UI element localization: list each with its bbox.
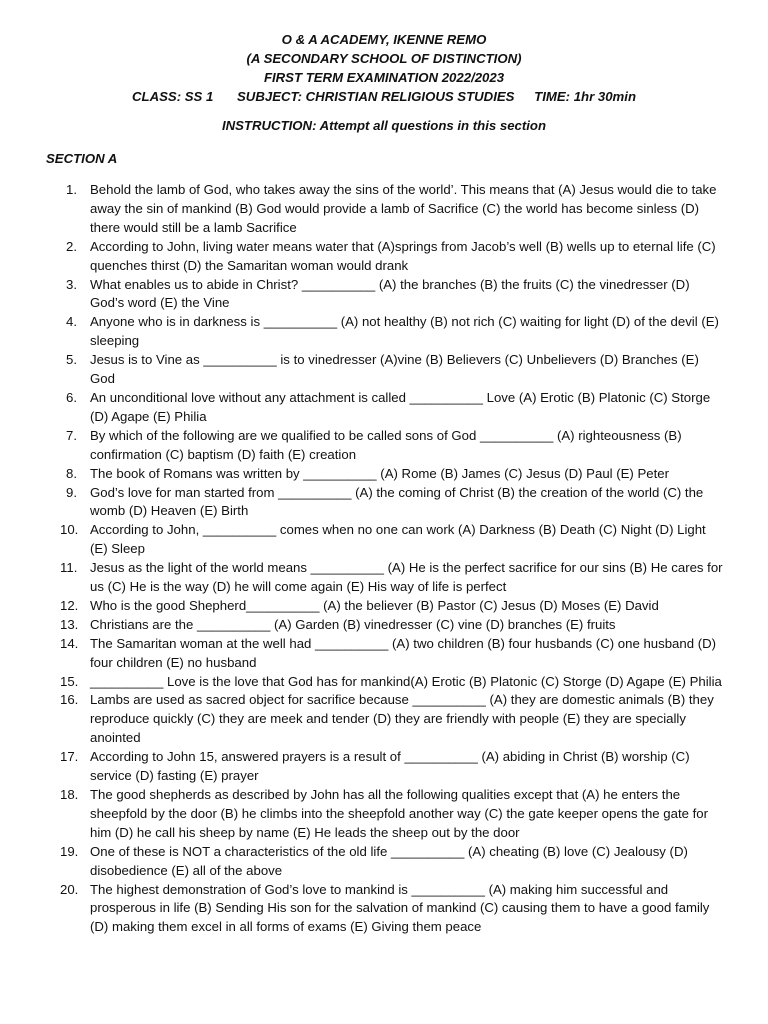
school-motto: (A SECONDARY SCHOOL OF DISTINCTION) — [246, 51, 522, 66]
question-text: God’s love for man started from __________ (A) the coming of Christ (B) the creation of the world (C) the womb (D) Heaven (E) Birth — [90, 484, 704, 519]
question-item — [0, 673, 768, 692]
question-text: Jesus as the light of the world means __________ (A) He is the perfect sacrifice for our sins (B) He cares for us (C) He is the way (D) he will come again (E) His way of life is perfect — [90, 560, 723, 595]
question-text: One of these is NOT a characteristics of the old life __________ (A) cheating (B) love (C) Jealousy (D) disobedience (E) all of the above — [90, 843, 688, 878]
question-item — [0, 843, 768, 881]
question-item — [0, 616, 768, 635]
question-list — [0, 181, 768, 937]
question-number: 7. — [66, 427, 77, 443]
question-text: According to John 15, answered prayers is a result of __________ (A) abiding in Christ (B) worship (C) service (D) fasting (E) prayer — [90, 749, 690, 784]
question-item — [0, 427, 768, 465]
question-item — [0, 181, 768, 238]
section-title: SECTION A — [46, 151, 118, 166]
exam-title: FIRST TERM EXAMINATION 2022/2023 — [263, 70, 505, 85]
question-number: 12. — [60, 597, 79, 613]
question-item — [0, 351, 768, 389]
question-item — [0, 276, 768, 314]
instruction: INSTRUCTION: Attempt all questions in this section — [221, 118, 547, 133]
exam-header — [0, 30, 768, 106]
question-text: Jesus is to Vine as __________ is to vinedresser (A)vine (B) Believers (C) Unbelievers (D) Branches (E) God — [90, 352, 699, 387]
question-number: 11. — [60, 560, 78, 576]
question-number: 13. — [60, 616, 79, 632]
question-number: 3. — [66, 276, 77, 292]
question-number: 2. — [66, 238, 77, 254]
question-number: 9. — [66, 484, 77, 500]
question-text: Who is the good Shepherd__________ (A) the believer (B) Pastor (C) Jesus (D) Moses (E) David — [90, 597, 659, 613]
question-text: Lambs are used as sacred object for sacrifice because __________ (A) they are domestic animals (B) they reproduce quickly (C) they are meek and tender (D) they are friendly with people (E) they are specially anointed — [90, 692, 714, 746]
question-number: 10. — [60, 522, 79, 538]
question-item — [0, 748, 768, 786]
question-number: 20. — [60, 881, 79, 897]
question-item — [0, 484, 768, 522]
question-number: 6. — [66, 389, 77, 405]
class-label: CLASS: SS 1 — [132, 89, 214, 104]
question-number: 17. — [60, 749, 79, 765]
question-number: 18. — [60, 787, 79, 802]
question-text: The highest demonstration of God’s love to mankind is __________ (A) making him successful and prosperous in life (B) Sending His son for the salvation of mankind (C) causing them to have a good family (D) making them excel in all forms of exams (E) Giving them peace — [90, 881, 710, 935]
question-item — [0, 635, 768, 673]
question-item — [0, 559, 768, 597]
question-number: 15. — [60, 673, 79, 689]
question-text: The good shepherds as described by John has all the following qualities except that (A) he enters the sheepfold by the door (B) he climbs into the sheepfold another way (C) the gate keeper opens the gate for him (D) he call his sheep by name (E) He leads the sheep out by the door — [90, 787, 708, 840]
question-item — [0, 465, 768, 484]
question-number: 8. — [66, 465, 77, 481]
question-text: The book of Romans was written by __________ (A) Rome (B) James (C) Jesus (D) Paul (E) Peter — [90, 465, 670, 481]
question-item — [0, 313, 768, 351]
question-number: 5. — [66, 352, 77, 368]
time-label: TIME: 1hr 30min — [534, 89, 636, 104]
question-text: What enables us to abide in Christ? __________ (A) the branches (B) the fruits (C) the vinedresser (D) God’s word (E) the Vine — [90, 276, 690, 311]
question-text: By which of the following are we qualified to be called sons of God __________ (A) righteousness (B) confirmation (C) baptism (D) faith (E) creation — [90, 427, 682, 462]
question-item — [0, 786, 768, 843]
school-name: O & A ACADEMY, IKENNE REMO — [281, 32, 487, 47]
question-item — [0, 238, 768, 276]
class-subject-line — [0, 87, 768, 106]
question-text: According to John, living water means water that (A)springs from Jacob’s well (B) wells up to eternal life (C) quenches thirst (D) the Samaritan woman would drank — [90, 238, 716, 273]
question-text: Anyone who is in darkness is __________ (A) not healthy (B) not rich (C) waiting for light (D) of the devil (E) sleeping — [90, 314, 719, 349]
question-item — [0, 521, 768, 559]
question-text: Behold the lamb of God, who takes away the sins of the world’. This means that (A) Jesus would die to take away the sin of mankind (B) God would provide a lamb of Sacrifice (C) the world has become sinless (D) there would still be a lamb Sacrifice — [90, 182, 717, 235]
question-item — [0, 691, 768, 748]
question-item — [0, 597, 768, 616]
question-text: According to John, __________ comes when no one can work (A) Darkness (B) Death (C) Night (D) Light (E) Sleep — [90, 522, 706, 557]
question-number: 1. — [66, 182, 77, 197]
question-number: 19. — [60, 843, 79, 859]
question-number: 4. — [66, 314, 77, 330]
question-text: Christians are the __________ (A) Garden (B) vinedresser (C) vine (D) branches (E) fruits — [90, 616, 616, 632]
question-text: An unconditional love without any attachment is called __________ Love (A) Erotic (B) Platonic (C) Storge (D) Agape (E) Philia — [90, 389, 711, 424]
subject-label: SUBJECT: CHRISTIAN RELIGIOUS STUDIES — [237, 89, 515, 104]
question-item — [0, 881, 768, 938]
question-number: 16. — [60, 692, 79, 708]
question-text: The Samaritan woman at the well had __________ (A) two children (B) four husbands (C) one husband (D) four children (E) no husband — [90, 635, 717, 670]
question-text: __________ Love is the love that God has for mankind(A) Erotic (B) Platonic (C) Storge (D) Agape (E) Philia — [90, 673, 722, 689]
question-number: 14. — [60, 635, 79, 651]
question-item — [0, 389, 768, 427]
